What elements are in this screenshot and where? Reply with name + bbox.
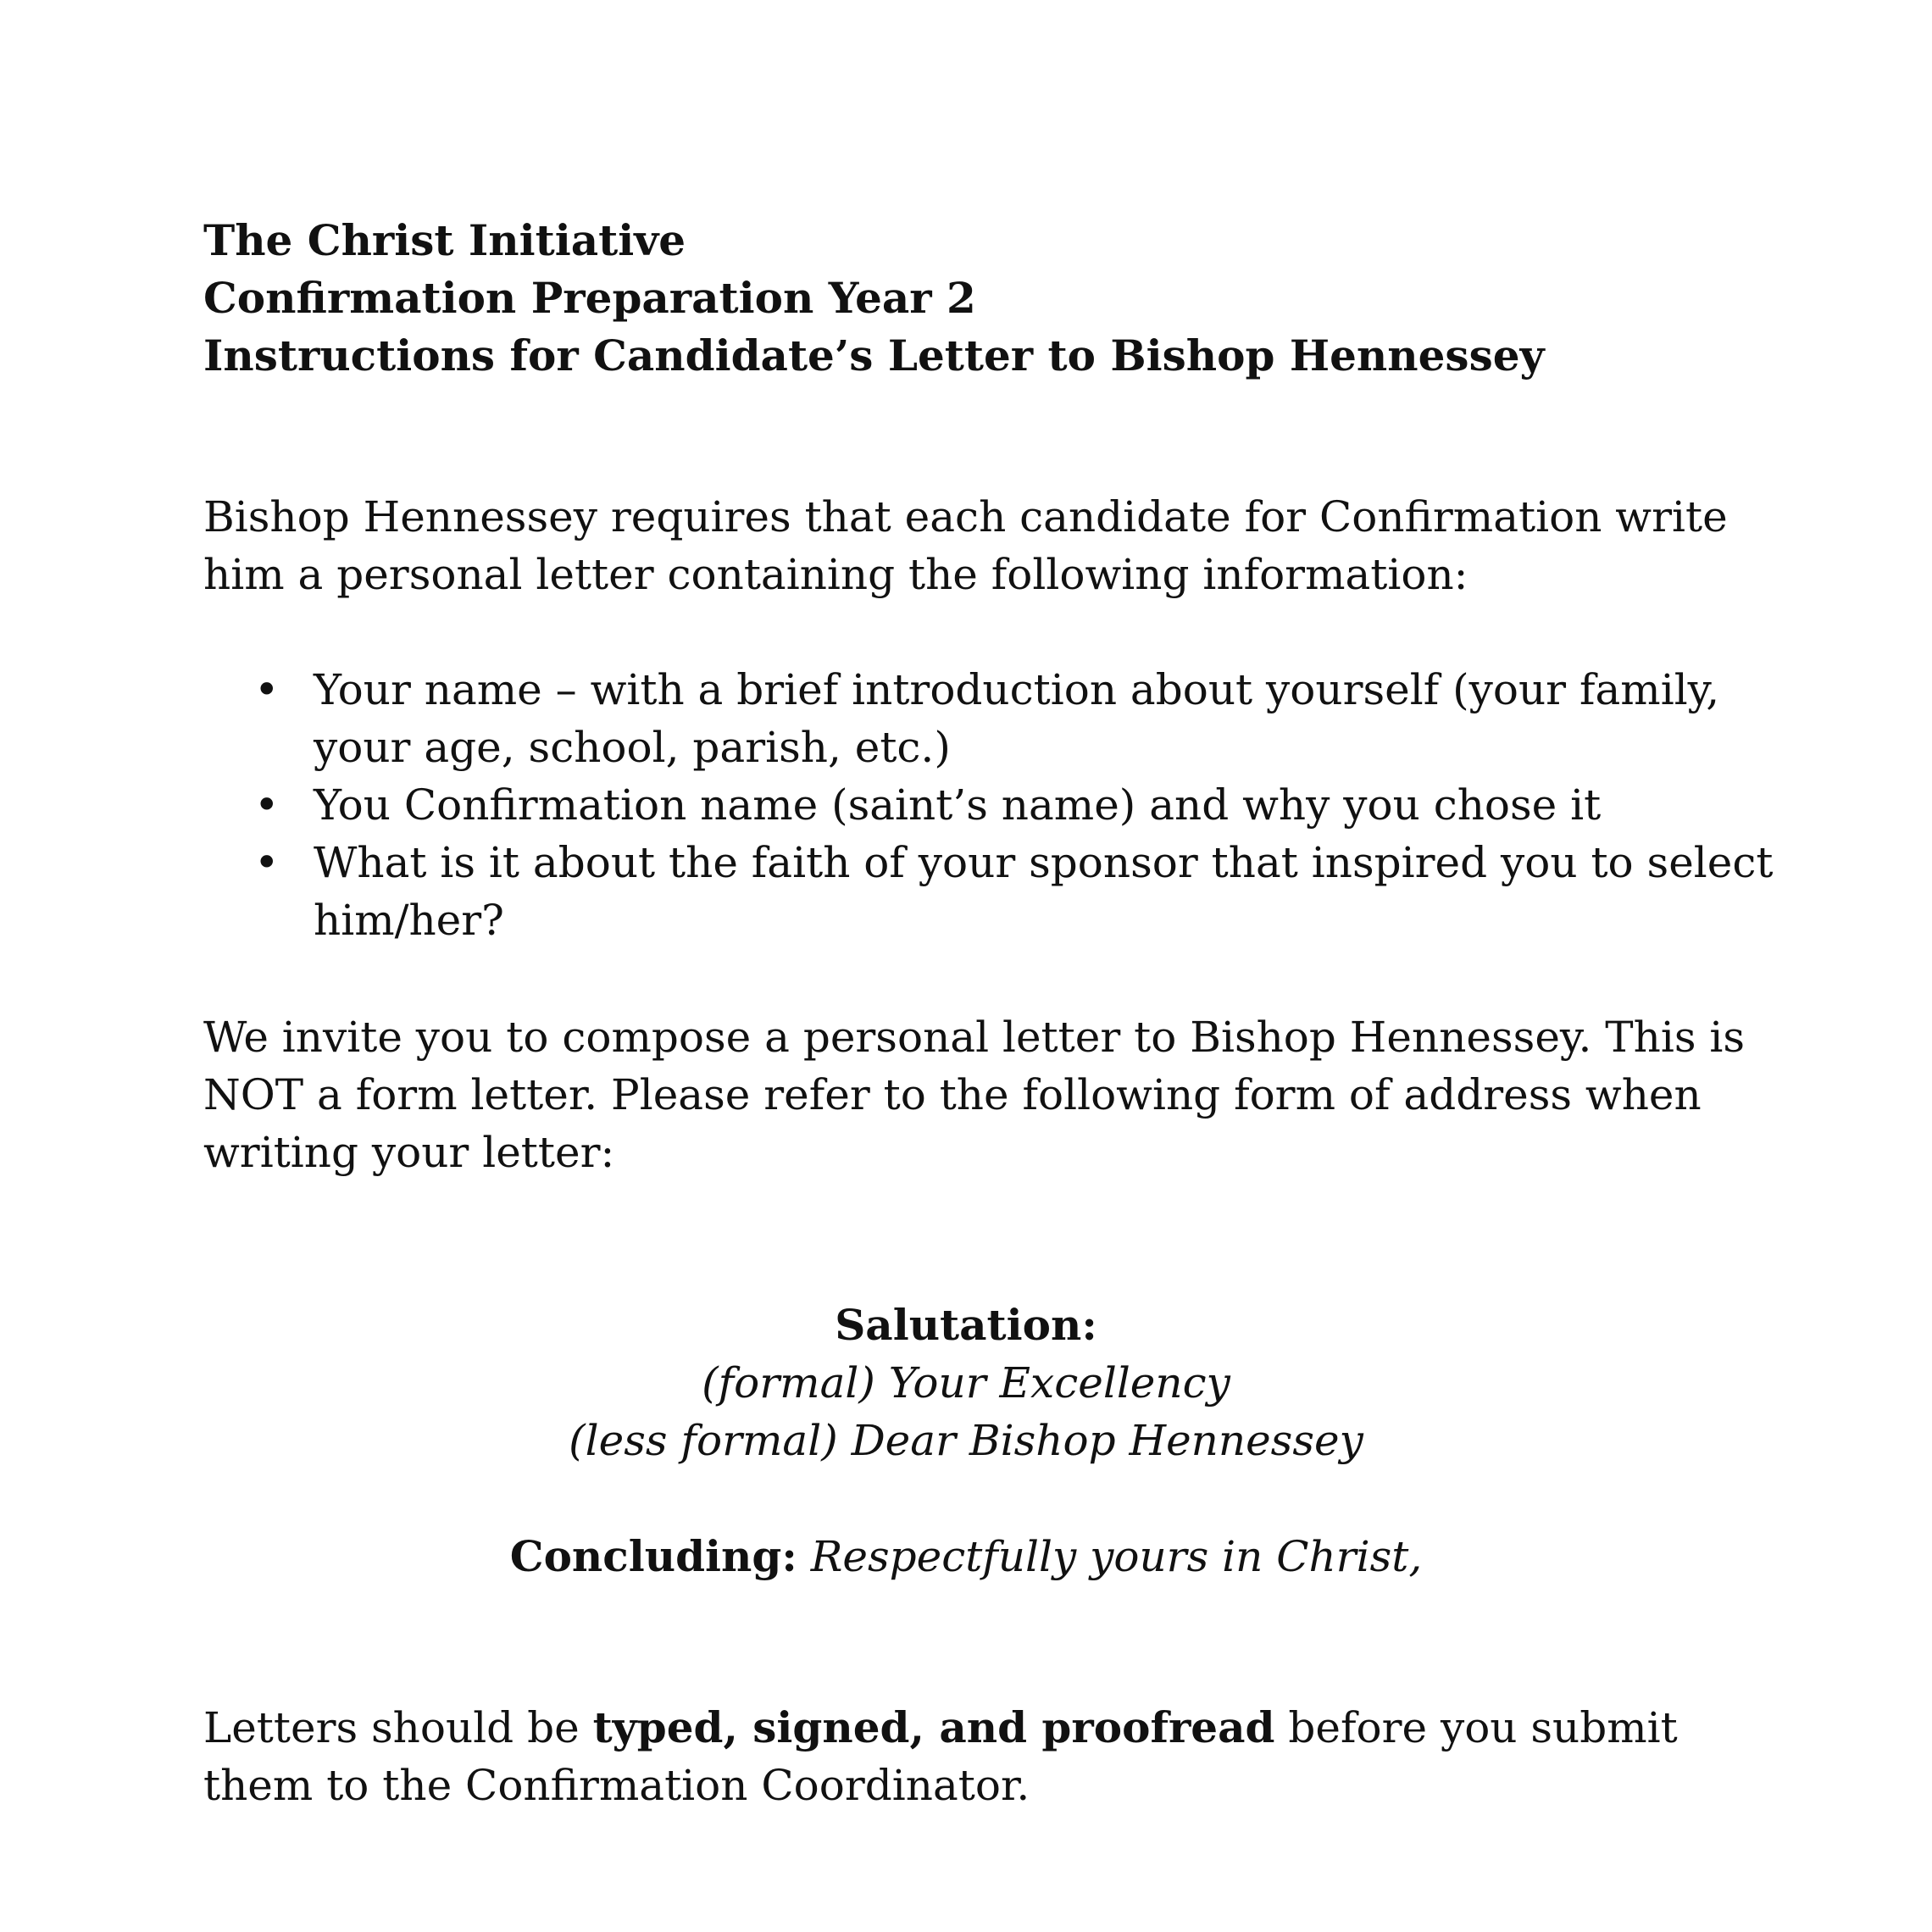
intro-paragraph: Bishop Hennessey requires that each candidate for Confirmation write him a personal letter containing the following information: [203, 492, 1728, 599]
instructions-title: Instructions for Candidate’s Letter to Bishop Hennessey [203, 330, 1545, 380]
salutation-block [203, 1296, 1729, 1469]
invite-paragraph: We invite you to compose a personal letter to Bishop Hennessey. This is NOT a form letter. Please refer to the following form of address when writing your letter: [203, 1013, 1746, 1177]
requirements-list [203, 661, 1813, 949]
list-item-text: Your name – with a brief introduction about yourself (your family, your age, school, parish, etc.) [314, 665, 1720, 772]
list-item [203, 661, 1813, 776]
list-item-text: You Confirmation name (saint’s name) and why you chose it [314, 780, 1602, 830]
concluding-label: Concluding: [509, 1531, 797, 1581]
list-item-text: What is it about the faith of your sponsor that inspired you to select him/her? [314, 838, 1774, 945]
program-subtitle: Confirmation Preparation Year 2 [203, 273, 976, 323]
list-item [203, 776, 1813, 834]
document-header [203, 212, 1813, 385]
salutation-label: Salutation: [835, 1300, 1097, 1350]
salutation-formal: (formal) Your Excellency [702, 1358, 1230, 1407]
program-title: The Christ Initiative [203, 215, 686, 265]
closing-text-bold: typed, signed, and proofread [592, 1702, 1275, 1752]
bullet-icon: • [254, 665, 280, 714]
list-item [203, 834, 1813, 949]
bullet-icon: • [254, 838, 280, 887]
concluding-block [203, 1528, 1729, 1585]
salutation-less-formal: (less formal) Dear Bishop Hennessey [569, 1416, 1363, 1465]
bullet-icon: • [254, 780, 280, 830]
closing-text-before: Letters should be [203, 1703, 593, 1752]
closing-paragraph [203, 1699, 1796, 1814]
concluding-text: Respectfully yours in Christ, [810, 1532, 1423, 1581]
closing-text-after: before you submit them to the Confirmation Coordinator. [203, 1703, 1678, 1810]
